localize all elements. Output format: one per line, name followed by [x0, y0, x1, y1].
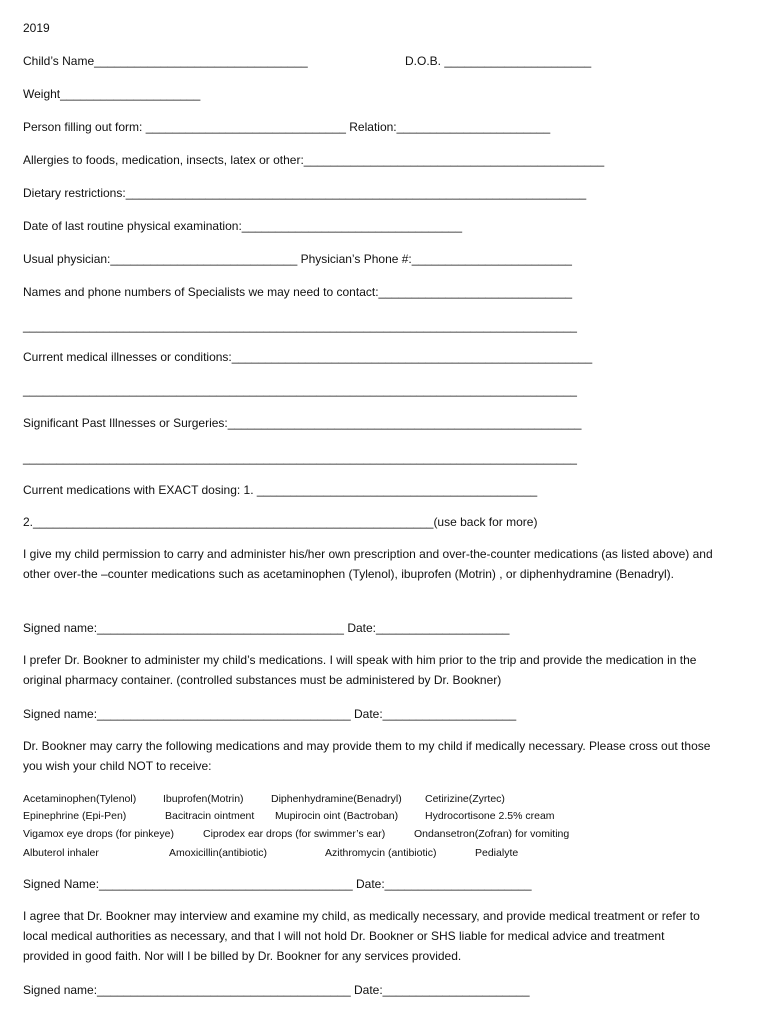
current-medications-2-field[interactable]: 2.____________________________________________________________(use back for more)	[23, 515, 538, 529]
past-illnesses-continuation-line[interactable]: ___________________________________________________________________________________	[23, 451, 577, 465]
medication-item: Azithromycin (antibiotic)	[325, 847, 437, 859]
dietary-field[interactable]: Dietary restrictions:_____________________________________________________________________	[23, 186, 587, 200]
child-name-field[interactable]: Child’s Name________________________________	[23, 54, 308, 68]
person-filling-field[interactable]: Person filling out form: ______________________________ Relation:_______________________	[23, 120, 551, 134]
medication-item: Acetaminophen(Tylenol)	[23, 793, 137, 805]
medication-item: Mupirocin oint (Bactroban)	[275, 810, 399, 822]
specialists-continuation-line[interactable]: ___________________________________________________________________________________	[23, 319, 577, 333]
medication-item: Ciprodex ear drops (for swimmer’s ear)	[203, 828, 386, 840]
last-physical-field[interactable]: Date of last routine physical examination:_________________________________	[23, 219, 463, 233]
medication-item: Cetirizine(Zyrtec)	[425, 793, 505, 805]
medication-item: Vigamox eye drops (for pinkeye)	[23, 828, 174, 840]
medication-item: Pedialyte	[475, 847, 519, 859]
agreement-paragraph: I agree that Dr. Bookner may interview and examine my child, as medically necessary, and provide medical treatment or refer to local medical authorities as necessary, and that I will not hold Dr. Bookner or SHS liable for medical advice and treatment provided in good faith. Nor will I be billed by Dr. Bookner for any services provided.	[23, 909, 700, 963]
medication-item: Albuterol inhaler	[23, 847, 99, 859]
specialists-field[interactable]: Names and phone numbers of Specialists we may need to contact:_____________________________	[23, 285, 573, 299]
medication-item: Ondansetron(Zofran) for vomiting	[414, 828, 570, 840]
weight-field[interactable]: Weight_____________________	[23, 87, 201, 101]
medication-item: Epinephrine (Epi-Pen)	[23, 810, 127, 822]
medication-item: Bacitracin ointment	[165, 810, 255, 822]
current-medications-field[interactable]: Current medications with EXACT dosing: 1. __________________________________________	[23, 483, 538, 497]
form-year: 2019	[23, 21, 50, 35]
allergies-field[interactable]: Allergies to foods, medication, insects, latex or other:_____________________________________________	[23, 153, 605, 167]
signature-line-3[interactable]: Signed Name:______________________________________ Date:______________________	[23, 877, 532, 891]
signature-line-2[interactable]: Signed name:______________________________________ Date:____________________	[23, 707, 517, 721]
medication-item: Amoxicillin(antibiotic)	[169, 847, 268, 859]
medication-item: Ibuprofen(Motrin)	[163, 793, 244, 805]
signature-line-4[interactable]: Signed name:______________________________________ Date:______________________	[23, 983, 530, 997]
medication-item: Hydrocortisone 2.5% cream	[425, 810, 555, 822]
permission-paragraph: I give my child permission to carry and administer his/her own prescription and over-the-counter medications (as listed above) and other over-the –counter medications such as acetaminophen (Tylenol), ibuprofen (Motrin) , or diphenhydramine (Benadryl).	[23, 547, 713, 581]
signature-line-1[interactable]: Signed name:_____________________________________ Date:____________________	[23, 621, 510, 635]
usual-physician-field[interactable]: Usual physician:____________________________ Physician’s Phone #:________________________	[23, 252, 572, 266]
current-illnesses-field[interactable]: Current medical illnesses or conditions:______________________________________________________	[23, 350, 593, 364]
dob-field[interactable]: D.O.B. ______________________	[405, 54, 592, 68]
prefer-doctor-paragraph: I prefer Dr. Bookner to administer my child’s medications. I will speak with him prior to the trip and provide the medication in the original pharmacy container. (controlled substances must be administered by Dr. Bookner)	[23, 653, 697, 687]
carry-medications-paragraph: Dr. Bookner may carry the following medications and may provide them to my child if medically necessary. Please cross out those you wish your child NOT to receive:	[23, 739, 711, 773]
current-illnesses-continuation-line[interactable]: ___________________________________________________________________________________	[23, 383, 577, 397]
past-illnesses-field[interactable]: Significant Past Illnesses or Surgeries:_____________________________________________________	[23, 416, 582, 430]
medication-item: Diphenhydramine(Benadryl)	[271, 793, 402, 805]
